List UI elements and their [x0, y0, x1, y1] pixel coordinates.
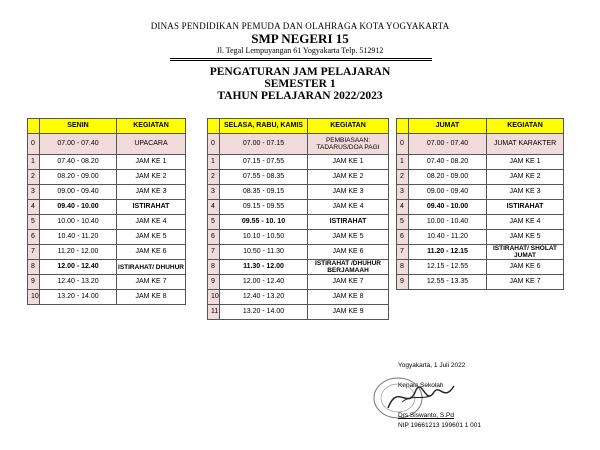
academic-year-title: TAHUN PELAJARAN 2022/2023	[217, 90, 383, 102]
activity-cell: UPACARA	[117, 134, 186, 155]
activity-cell: JAM KE 4	[117, 215, 186, 230]
table-row	[28, 275, 186, 290]
table-row	[28, 230, 186, 245]
table-row	[397, 200, 564, 215]
table-row	[397, 245, 564, 260]
time-cell: 07.55 - 08.35	[220, 170, 308, 185]
row-number: 3	[28, 185, 40, 200]
schedule-table-senin	[27, 118, 186, 305]
time-cell: 12.40 - 13.20	[40, 275, 117, 290]
table-row	[208, 275, 389, 290]
document-title: PENGATURAN JAM PELAJARAN	[209, 66, 391, 78]
time-cell: 10.40 - 11.20	[409, 230, 487, 245]
time-cell: 13.20 - 14.00	[40, 290, 117, 305]
activity-cell: JAM KE 6	[117, 245, 186, 260]
agency-name: DINAS PENDIDIKAN PEMUDA DAN OLAHRAGA KOTA YOGYAKARTA	[150, 21, 450, 31]
table-header-row	[397, 119, 564, 134]
row-number: 2	[208, 170, 220, 185]
row-number: 4	[208, 200, 220, 215]
signature-name: Drs Siswanto, S.Pd	[398, 412, 454, 419]
time-cell: 10.00 - 10.40	[40, 215, 117, 230]
activity-cell: JAM KE 5	[117, 230, 186, 245]
header-day: SENIN	[40, 119, 117, 134]
row-number: 9	[208, 275, 220, 290]
row-number: 0	[208, 134, 220, 155]
row-number: 6	[28, 230, 40, 245]
row-number: 2	[397, 170, 409, 185]
time-cell: 09.00 - 09.40	[409, 185, 487, 200]
row-number: 9	[397, 275, 409, 290]
time-cell: 07.00 - 07.40	[409, 134, 487, 155]
row-number: 5	[28, 215, 40, 230]
table-header-row	[28, 119, 186, 134]
table-row	[208, 134, 389, 155]
header-rule-top	[170, 58, 432, 59]
row-number: 5	[397, 215, 409, 230]
activity-cell: ISTIRAHAT	[308, 215, 389, 230]
row-number: 4	[397, 200, 409, 215]
table-row	[28, 290, 186, 305]
signature-role: Kepala Sekolah	[398, 382, 444, 389]
signature-nip: NIP 19661213 199601 1 001	[398, 422, 482, 429]
activity-cell: JAM KE 4	[308, 200, 389, 215]
activity-cell: JAM KE 1	[487, 155, 564, 170]
table-row	[208, 230, 389, 245]
activity-cell: ISTIRAHAT /DHUHUR BERJAMAAH	[308, 260, 389, 275]
header-activity: KEGIATAN	[487, 119, 564, 134]
activity-cell: ISTIRAHAT/ DHUHUR	[117, 260, 186, 275]
row-number: 6	[208, 230, 220, 245]
time-cell: 07.40 - 08.20	[409, 155, 487, 170]
row-number: 8	[28, 260, 40, 275]
activity-cell: JAM KE 7	[487, 275, 564, 290]
row-number: 8	[208, 260, 220, 275]
activity-cell: JAM KE 2	[308, 170, 389, 185]
table-row	[28, 134, 186, 155]
table-row	[397, 260, 564, 275]
time-cell: 07.00 - 07.15	[220, 134, 308, 155]
table-row	[397, 230, 564, 245]
table-row	[397, 275, 564, 290]
table-row	[397, 155, 564, 170]
time-cell: 13.20 - 14.00	[220, 305, 308, 320]
activity-cell: JAM KE 5	[308, 230, 389, 245]
time-cell: 09.55 - 10. 10	[220, 215, 308, 230]
table-row	[208, 260, 389, 275]
activity-cell: JAM KE 2	[117, 170, 186, 185]
header-day: JUMAT	[409, 119, 487, 134]
row-number: 10	[208, 290, 220, 305]
activity-cell: JAM KE 7	[117, 275, 186, 290]
time-cell: 08.20 - 09.00	[40, 170, 117, 185]
table-row	[397, 215, 564, 230]
row-number: 11	[208, 305, 220, 320]
time-cell: 09.40 - 10.00	[409, 200, 487, 215]
activity-cell: JAM KE 5	[487, 230, 564, 245]
time-cell: 08.20 - 09.00	[409, 170, 487, 185]
table-row	[28, 185, 186, 200]
table-row	[397, 185, 564, 200]
signature-place-date: Yogyakarta, 1 Juli 2022	[398, 362, 466, 369]
row-number: 5	[208, 215, 220, 230]
time-cell: 08.35 - 09.15	[220, 185, 308, 200]
row-number: 0	[28, 134, 40, 155]
table-row	[28, 170, 186, 185]
header-activity: KEGIATAN	[117, 119, 186, 134]
row-number: 4	[28, 200, 40, 215]
time-cell: 10.50 - 11.30	[220, 245, 308, 260]
time-cell: 09.00 - 09.40	[40, 185, 117, 200]
row-number: 10	[28, 290, 40, 305]
activity-cell: JUMAT KARAKTER	[487, 134, 564, 155]
time-cell: 12.00 - 12.40	[220, 275, 308, 290]
table-row	[208, 215, 389, 230]
activity-cell: JAM KE 4	[487, 215, 564, 230]
activity-cell: JAM KE 9	[308, 305, 389, 320]
header-number-cell	[28, 119, 40, 134]
activity-cell: JAM KE 7	[308, 275, 389, 290]
time-cell: 11.20 - 12.00	[40, 245, 117, 260]
table-row	[28, 260, 186, 275]
table-row	[208, 290, 389, 305]
row-number: 7	[208, 245, 220, 260]
activity-cell: JAM KE 6	[487, 260, 564, 275]
row-number: 3	[397, 185, 409, 200]
row-number: 0	[397, 134, 409, 155]
time-cell: 10.40 - 11.20	[40, 230, 117, 245]
activity-cell: JAM KE 8	[308, 290, 389, 305]
table-row	[208, 185, 389, 200]
time-cell: 09.40 - 10.00	[40, 200, 117, 215]
table-row	[28, 200, 186, 215]
schedule-table-selasa-rabu-kamis	[207, 118, 389, 320]
time-cell: 11.30 - 12.00	[220, 260, 308, 275]
activity-cell: JAM KE 6	[308, 245, 389, 260]
row-number: 9	[28, 275, 40, 290]
activity-cell: JAM KE 3	[117, 185, 186, 200]
header-number-cell	[397, 119, 409, 134]
table-row	[208, 155, 389, 170]
time-cell: 07.00 - 07.40	[40, 134, 117, 155]
time-cell: 12.00 - 12.40	[40, 260, 117, 275]
row-number: 1	[397, 155, 409, 170]
time-cell: 12.15 - 12.55	[409, 260, 487, 275]
time-cell: 11.20 - 12.15	[409, 245, 487, 260]
activity-cell: JAM KE 1	[308, 155, 389, 170]
table-row	[28, 215, 186, 230]
time-cell: 10.00 - 10.40	[409, 215, 487, 230]
schedule-table-jumat	[396, 118, 564, 290]
activity-cell: JAM KE 3	[487, 185, 564, 200]
activity-cell: ISTIRAHAT	[117, 200, 186, 215]
row-number: 7	[28, 245, 40, 260]
header-number-cell	[208, 119, 220, 134]
activity-cell: JAM KE 8	[117, 290, 186, 305]
time-cell: 12.55 - 13.35	[409, 275, 487, 290]
row-number: 8	[397, 260, 409, 275]
row-number: 3	[208, 185, 220, 200]
header-rule-bottom	[170, 60, 432, 61]
row-number: 2	[28, 170, 40, 185]
time-cell: 07.15 - 07.55	[220, 155, 308, 170]
time-cell: 07.40 - 08.20	[40, 155, 117, 170]
table-row	[397, 134, 564, 155]
table-row	[208, 305, 389, 320]
header-activity: KEGIATAN	[308, 119, 389, 134]
activity-cell: JAM KE 3	[308, 185, 389, 200]
school-name: SMP NEGERI 15	[251, 31, 349, 46]
table-header-row	[208, 119, 389, 134]
activity-cell: JAM KE 2	[487, 170, 564, 185]
time-cell: 09.15 - 09.55	[220, 200, 308, 215]
row-number: 6	[397, 230, 409, 245]
row-number: 1	[28, 155, 40, 170]
table-row	[208, 245, 389, 260]
table-row	[28, 155, 186, 170]
semester-title: SEMESTER 1	[264, 78, 336, 90]
header-day: SELASA, RABU, KAMIS	[220, 119, 308, 134]
activity-cell: PEMBIASAAN: TADARUS/DOA PAGI	[308, 134, 389, 155]
activity-cell: ISTIRAHAT	[487, 200, 564, 215]
table-row	[208, 170, 389, 185]
table-row	[397, 170, 564, 185]
time-cell: 10.10 - 10.50	[220, 230, 308, 245]
table-row	[28, 245, 186, 260]
activity-cell: JAM KE 1	[117, 155, 186, 170]
activity-cell: ISTIRAHAT/ SHOLAT JUMAT	[487, 245, 564, 260]
row-number: 7	[397, 245, 409, 260]
table-row	[208, 200, 389, 215]
row-number: 1	[208, 155, 220, 170]
school-address: Jl. Tegal Lempuyangan 61 Yogyakarta Telp. 512912	[216, 46, 384, 55]
time-cell: 12.40 - 13.20	[220, 290, 308, 305]
